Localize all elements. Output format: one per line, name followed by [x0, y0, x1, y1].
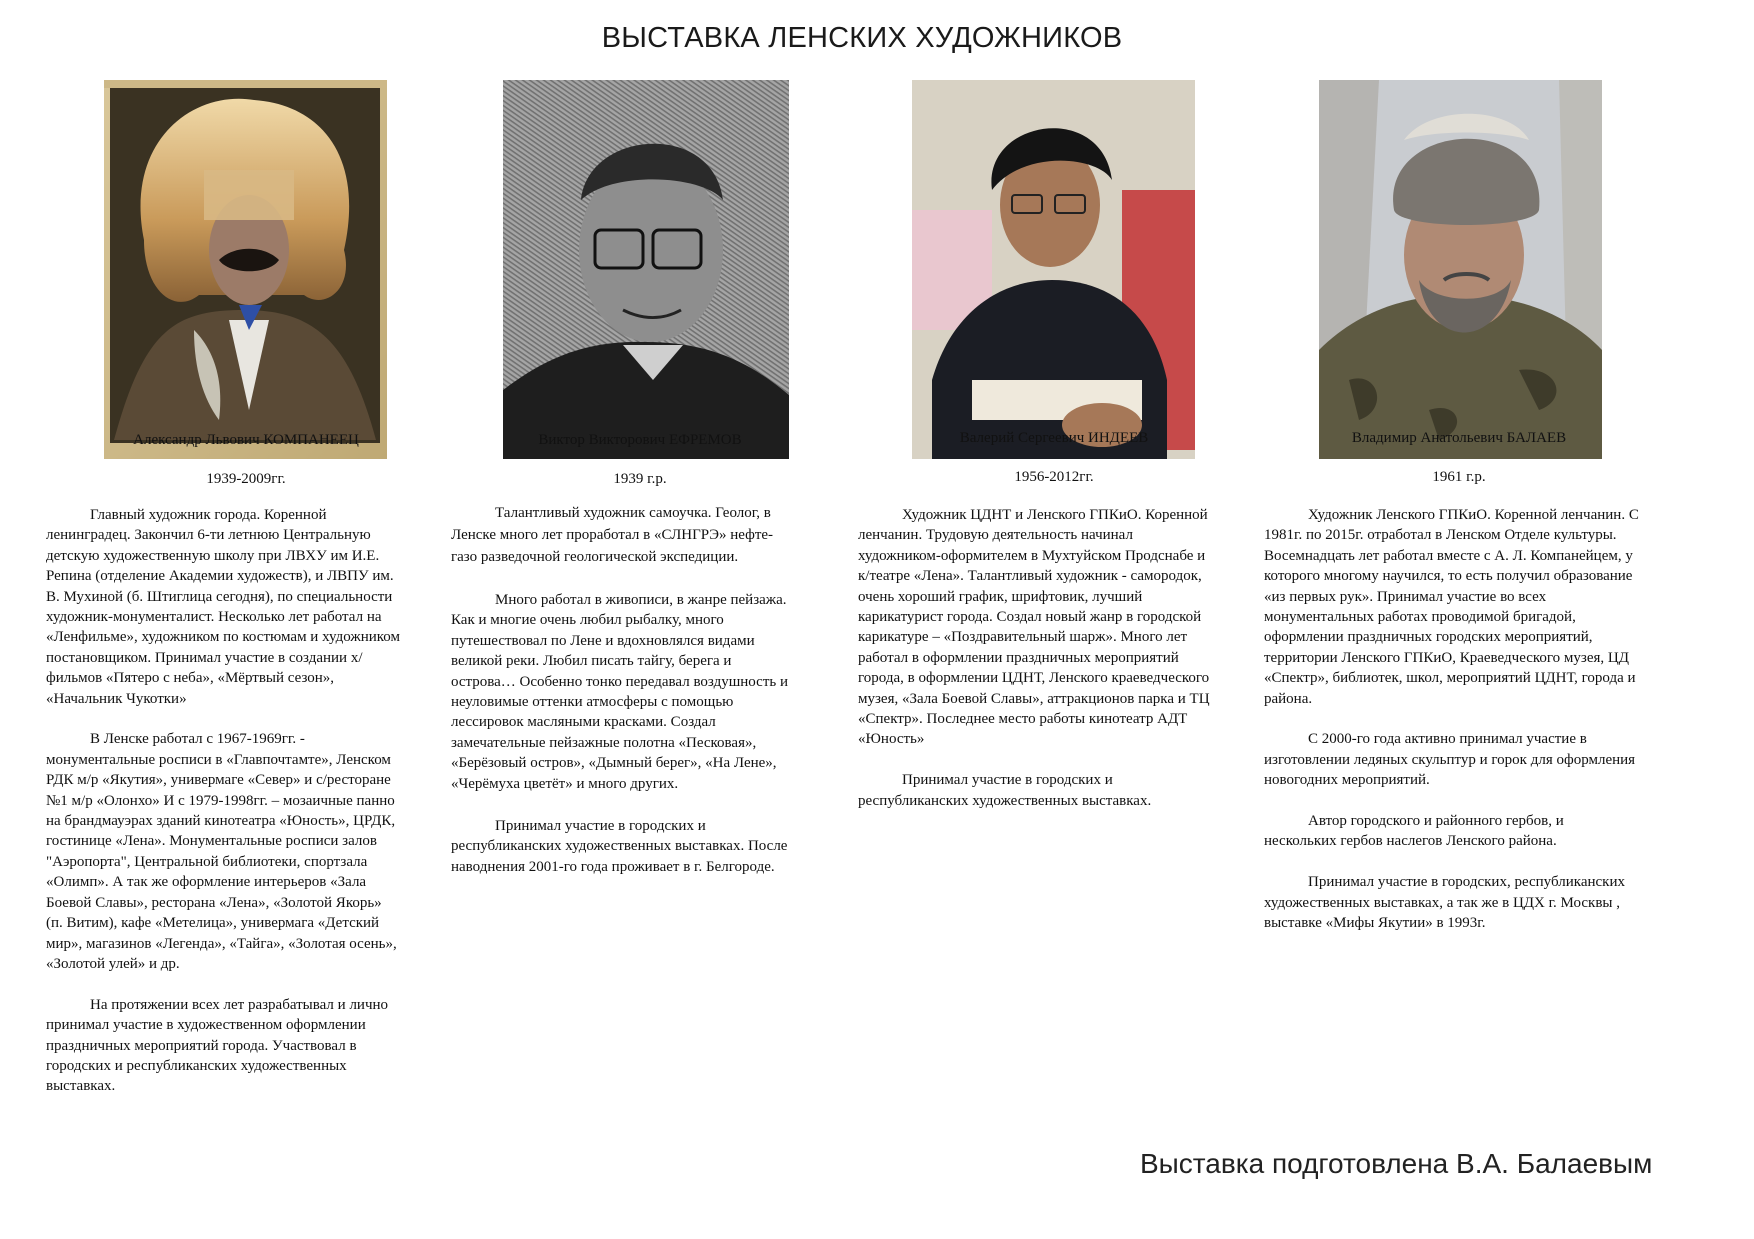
- artist-portrait-balaev: [1319, 80, 1602, 459]
- exhibition-credit: Выставка подготовлена В.А. Балаевым: [1140, 1148, 1653, 1179]
- artist-years: 1939-2009гг.: [206, 471, 286, 487]
- bio-paragraph: В Ленске работал с 1967-1969гг. - монументальные росписи в «Главпочтамте», Ленском РДК м/р «Якутия», универмаге «Север» и с/ресторане №1 м/р «Олонхо» И с 1979-1998гг. – мозаичные панно на брандмауэрах зданий кинотеатра «Юность», ЦРДК, гостинице «Лена». Монументальные росписи залов "Аэропорта", Центральной библиотеки, спортзала «Олимп». А так же оформление интерьеров «Зала Боевой Славы», ресторана «Лена», «Золотой Якорь» (п. Витим), кафе «Метелица», универмага «Детский мир», магазинов «Легенда», «Тайга», «Золотая осень», «Золотой улей» и др.: [46, 731, 397, 972]
- artist-bio: [46, 505, 401, 1117]
- artist-name: Валерий Сергеевич ИНДЕЕВ: [959, 430, 1149, 446]
- artist-years: 1939 г.р.: [613, 471, 667, 487]
- artist-portrait-indeev: [912, 80, 1195, 459]
- artist-name: Владимир Анатольевич БАЛАЕВ: [1351, 430, 1567, 446]
- bio-paragraph: Принимал участие в городских и республиканских художественных выставках. После наводнения 2001-го года проживает в г. Белгороде.: [451, 818, 788, 875]
- bio-paragraph: Талантливый художник самоучка. Геолог, в Ленске много лет проработал в «СЛНГРЭ» нефте-газо разведочной геологической экспедиции.: [451, 505, 774, 565]
- bio-paragraph: Главный художник города. Коренной ленинградец. Закончил 6-ти летнюю Центральную детскую художественную школу при ЛВХУ им И.Е. Репина (отделение Академии художеств), и ЛВПУ им. В. Мухиной (б. Штиглица сегодня), по специальности художник-монументалист. Несколько лет работал на «Ленфильме», художником по костюмам и художником постановщиком. Принимал участие в создании х/фильмов «Пятеро с неба», «Мёртвый сезон», «Начальник Чукотки»: [46, 507, 400, 707]
- bio-paragraph: Художник ЦДНТ и Ленского ГПКиО. Коренной ленчанин. Трудовую деятельность начинал художником-оформителем в Мухтуйском Продснабе и к/театре «Лена». Талантливый художник - самородок, очень хороший график, шрифтовик, лучший карикатурист города. Создал новый жанр в городской карикатуре – «Поздравительный шарж». Много лет работал в оформлении праздничных мероприятий города, в оформлении ЦДНТ, Ленского краеведческого музея, «Зала Боевой Славы», аттракционов парка и ТЦ «Спектр». Последнее место работы кинотеатр АДТ «Юность»: [858, 507, 1210, 748]
- artist-bio: [858, 505, 1213, 831]
- bio-paragraph: Автор городского и районного гербов, и нескольких гербов наслегов Ленского района.: [1264, 813, 1564, 850]
- bio-paragraph: Много работал в живописи, в жанре пейзажа. Как и многие очень любил рыбалку, много путешествовал по Лене и вдохновлялся видами великой реки. Любил писать тайгу, берега и острова… Особенно тонко передавал воздушность и неуловимые оттенки атмосферы с помощью лессировок масляными красками. Создал замечательные пейзажные полотна «Песковая», «Берёзовый остров», «Дымный берег», «На Лене», «Черёмуха цветёт» и много других.: [451, 592, 789, 792]
- artist-portrait-kompaneets: [104, 80, 387, 459]
- artist-name: Александр Львович КОМПАНЕЕЦ: [133, 432, 359, 448]
- bio-paragraph: Принимал участие в городских, республиканских художественных выставках, а так же в ЦДХ г. Москвы , выставке «Мифы Якутии» в 1993г.: [1264, 874, 1625, 932]
- artist-years: 1956-2012гг.: [1014, 469, 1094, 485]
- bio-paragraph: Художник Ленского ГПКиО. Коренной ленчанин. С 1981г. по 2015г. отработал в Ленском Отделе культуры. Восемнадцать лет работал вместе с А. Л. Компанейцем, у которого многому научился, то есть получил образование «из первых рук». Принимал участие во всех монументальных работах проводимой бригадой, оформлении праздничных городских мероприятий, территории Ленского ГПКиО, Краеведческого музея, ЦД «Спектр», библиотек, школ, мероприятий ЦДНТ, города и района.: [1264, 507, 1639, 707]
- artist-years: 1961 г.р.: [1432, 469, 1486, 485]
- bio-paragraph: На протяжении всех лет разрабатывал и лично принимал участие в художественном оформлении праздничных мероприятий города. Участвовал в городских и республиканских художественных выставках.: [46, 996, 389, 1095]
- artist-portrait-efremov: [503, 80, 789, 459]
- artist-bio: [1264, 505, 1639, 954]
- artist-name: Виктор Викторович ЕФРЕМОВ: [538, 432, 742, 448]
- bio-paragraph: С 2000-го года активно принимал участие в изготовлении ледяных скульптур и горок для оформления новогодних мероприятий.: [1264, 731, 1636, 789]
- artist-bio: [451, 502, 796, 899]
- exhibition-title: ВЫСТАВКА ЛЕНСКИХ ХУДОЖНИКОВ: [601, 22, 1123, 54]
- bio-paragraph: Принимал участие в городских и республиканских художественных выставках.: [858, 772, 1152, 809]
